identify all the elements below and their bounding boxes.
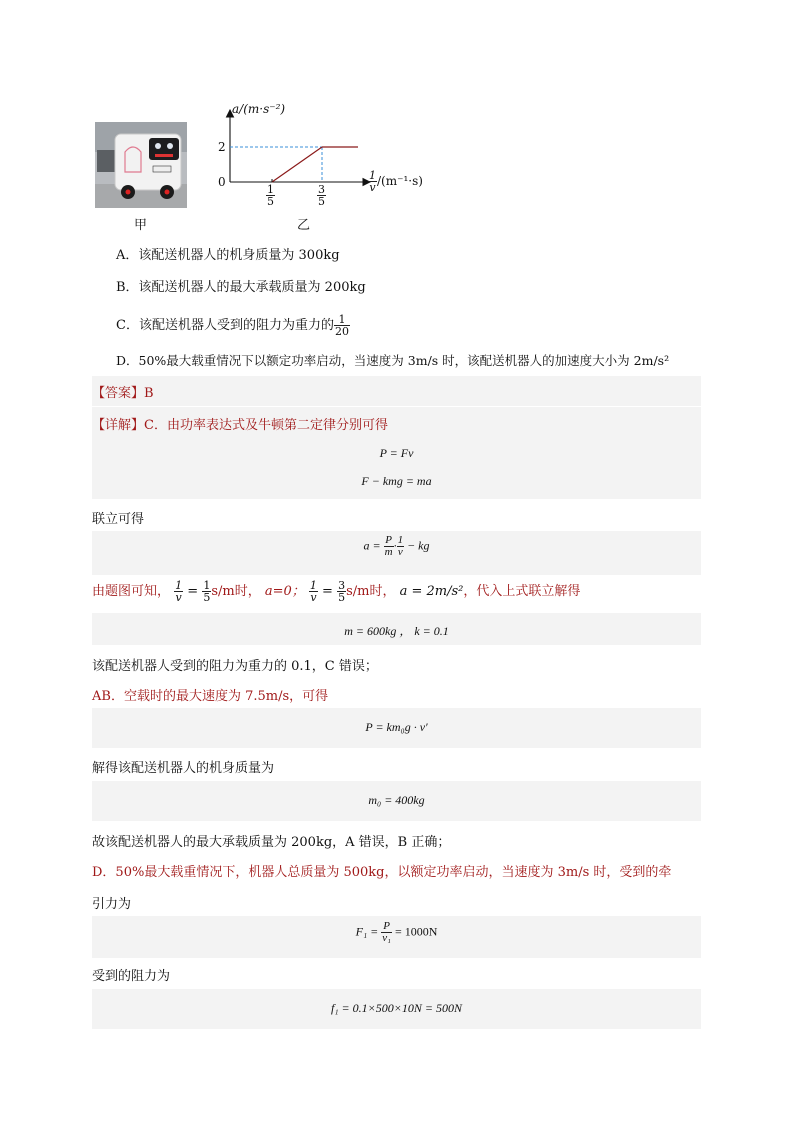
answer-line: 【答案】B <box>92 386 154 401</box>
equation-resistance: f₁ = 0.1×500×10N = 500N <box>331 1001 462 1015</box>
option-d: D．50%最大载重情况下以额定功率启动，当速度为 3m/s 时，该配送机器人的加速度大小为 2m/s² <box>116 353 670 368</box>
origin-label: 0 <box>218 175 226 189</box>
robot-photo <box>95 122 187 208</box>
answer-band <box>92 376 701 406</box>
ab-intro: AB．空载时的最大速度为 7.5m/s，可得 <box>92 689 329 704</box>
robot-caption: 甲 <box>134 218 148 233</box>
ab-conclusion: 故该配送机器人的最大承载质量为 200kg，A 错误，B 正确； <box>92 835 451 850</box>
option-b: B．该配送机器人的最大承载质量为 200kg <box>116 280 366 295</box>
acceleration-graph <box>212 100 452 230</box>
c-conclusion: 该配送机器人受到的阻力为重力的 0.1，C 错误； <box>92 659 378 674</box>
option-c: C．该配送机器人受到的阻力为重力的 $\frac{1}{20}$ <box>116 313 349 338</box>
y-axis-label: a/(m·s⁻²) <box>232 102 286 116</box>
equation-acceleration: a = $\frac{P}{m}$ · $\frac{1}{v}$ − kg <box>363 534 430 558</box>
x-tick-1: $\frac{1}{5}$ <box>267 183 274 208</box>
d-intro-line-1: D．50%最大载重情况下，机器人总质量为 500kg，以额定功率启动，当速度为 3m/s 时，受到的牵 <box>92 865 672 880</box>
graph-line-slope <box>272 147 322 182</box>
d-intro-line-2: 引力为 <box>92 897 132 912</box>
solve-body-text: 解得该配送机器人的机身质量为 <box>92 761 275 776</box>
equation-body-mass: m₀ = 400kg <box>368 793 425 807</box>
x-axis-label: $\frac{1}{v}$ /(m⁻¹·s) <box>369 169 423 194</box>
x-tick-2: $\frac{3}{5}$ <box>318 183 325 208</box>
option-a: A．该配送机器人的机身质量为 300kg <box>116 248 340 263</box>
equation-newton: F − kmg = ma <box>361 474 432 488</box>
equation-power: P = Fv <box>379 446 414 460</box>
equation-result-m-k: m = 600kg ， k = 0.1 <box>344 624 449 638</box>
detail-intro: 【详解】C．由功率表达式及牛顿第二定律分别可得 <box>92 418 388 433</box>
graph-reading: 由题图可知， $\frac{1}{v}$ = $\frac{1}{5}$ s/m时， a=0； $\frac{1}{v}$ = $\frac{3}{5}$ s/m时， a = 2m/s²，代入上式联立解得 <box>92 579 581 604</box>
combine-text: 联立可得 <box>92 512 145 527</box>
resistance-text: 受到的阻力为 <box>92 969 171 984</box>
graph-caption: 乙 <box>297 218 311 233</box>
y-tick-label: 2 <box>218 140 226 154</box>
equation-empty-load: P = km₀g · v′ <box>365 720 428 734</box>
equation-traction: F₁ = $\frac{P}{\text{v₁}}$ = 1000N <box>355 920 438 944</box>
